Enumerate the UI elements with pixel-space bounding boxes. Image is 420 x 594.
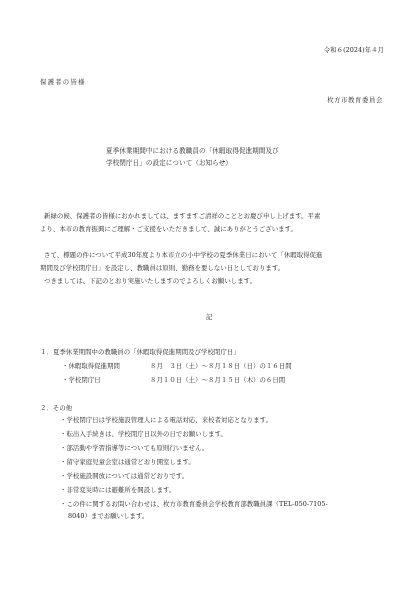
greeting-paragraph-line-1: 新緑の候、保護者の皆様におかれましては、ますますご清祥のこととお慶び申し上げます。平素 <box>44 212 321 220</box>
list-item: ・転出入手続きは、学校閉庁日以外の日でお願いします。 <box>60 430 227 438</box>
sender: 枚方市教育委員会 <box>327 96 383 104</box>
list-item: ・非常変災時には避難所を開設します。 <box>60 486 176 494</box>
section-2-heading: ２．その他 <box>40 404 73 412</box>
section-1-heading: １．夏季休業期間中の教職員の「休暇取得促進期間及び学校閉庁日」 <box>40 348 240 356</box>
notice-paragraph-line-2: 期間及び学校閉庁日」を設定し、教職員は原則、勤務を要しない日としております。 <box>40 264 285 272</box>
ki-heading: 記 <box>206 313 213 321</box>
closure-row-dates: ８月１０日（土）～８月１５日（木）の６日間 <box>150 376 286 384</box>
list-item: ・学校施設開放については通常どおりです。 <box>60 472 189 480</box>
contact-list-item-continuation: 8040）までお願いします。 <box>68 512 149 520</box>
addressee: 保護者の皆様 <box>40 78 86 86</box>
notice-paragraph-line-3: つきましては、下記のとおり実施いたしますのでよろしくお願いします。 <box>44 277 257 285</box>
greeting-paragraph-line-2: より、本市の教育振興にご理解・ご支援をいただきまして、誠にありがとうございます。 <box>40 225 297 233</box>
document-title-line-1: 夏季休業期間中における教職員の「休暇取得促進期間及び <box>106 147 279 155</box>
list-item: ・部活動や学習指導等についても原則行いません。 <box>60 444 209 452</box>
period-row-dates: ８月 ３日（土）～８月１８日（日）の１６日間 <box>150 362 292 370</box>
list-item: ・留守家庭児童会室は通常どおり開室します。 <box>60 458 195 466</box>
list-item: ・学校閉庁日は学校施設管理人による電話対応、来校者対応となります。 <box>60 416 273 424</box>
period-row-label: ・休暇取得促進期間 <box>62 362 120 370</box>
contact-list-item: ・この件に関するお問い合わせは、枚方市教育委員会学校教育部教職員課（TEL-050-7105- <box>60 500 328 508</box>
document-title-line-2: 学校閉庁日」の設定について（お知らせ） <box>106 159 232 167</box>
issue-date: 令和６(2024)年４月 <box>323 46 384 54</box>
closure-row-label: ・学校閉庁日 <box>62 376 101 384</box>
notice-paragraph-line-1: さて、標題の件について平成30年度より本市立の小中学校の夏季休業日において「休暇取得促進 <box>44 251 323 259</box>
